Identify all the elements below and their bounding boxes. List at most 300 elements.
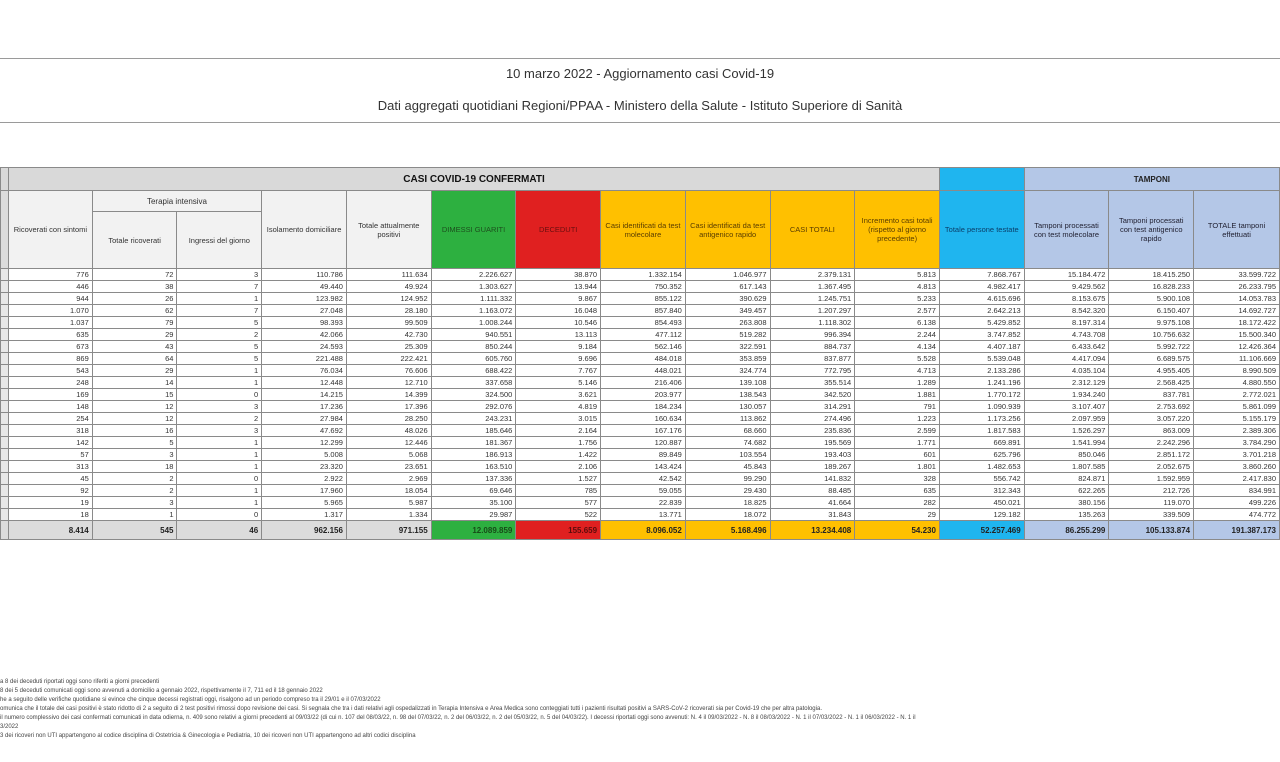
table-cell: 1 (177, 497, 262, 509)
table-cell: 855.122 (601, 293, 686, 305)
table-cell: 3.107.407 (1024, 401, 1109, 413)
table-cell: 1.241.196 (939, 377, 1024, 389)
table-cell: 1.008.244 (431, 317, 516, 329)
table-cell: 1.801 (855, 461, 940, 473)
table-cell: 6.138 (855, 317, 940, 329)
table-cell: 72 (92, 269, 177, 281)
table-cell: 98.393 (262, 317, 347, 329)
table-cell: 5.528 (855, 353, 940, 365)
table-cell: 14.692.727 (1194, 305, 1280, 317)
table-cell: 2.577 (855, 305, 940, 317)
table-row (1, 401, 1280, 413)
table-cell: 27.984 (262, 413, 347, 425)
table-cell: 8.542.320 (1024, 305, 1109, 317)
col-isolamento-domiciliare: Isolamento domiciliare (262, 191, 347, 269)
table-cell: 2 (177, 413, 262, 425)
table-cell: 25.309 (346, 341, 431, 353)
table-cell: 355.514 (770, 377, 855, 389)
table-cell: 3.015 (516, 413, 601, 425)
totals-cell: 46 (177, 521, 262, 540)
table-cell: 17.236 (262, 401, 347, 413)
totals-row (1, 521, 1280, 540)
footnote-line: 3 dei ricoveri non UTI appartengono al codice disciplina di Ostetricia & Ginecologia e Pediatria, 10 dei ricoveri non UTI appartengono ad altri codici disciplina (0, 733, 416, 739)
table-cell: 26 (92, 293, 177, 305)
table-row (1, 329, 1280, 341)
table-cell: 869 (9, 353, 93, 365)
table-cell: 79 (92, 317, 177, 329)
row-marker (1, 473, 9, 485)
table-cell: 119.070 (1109, 497, 1194, 509)
table-cell: 282 (855, 497, 940, 509)
table-cell: 29 (92, 365, 177, 377)
table-cell: 3.747.852 (939, 329, 1024, 341)
table-cell: 1.334 (346, 509, 431, 521)
covid-data-table (0, 167, 1280, 540)
table-cell: 5 (177, 341, 262, 353)
table-cell: 850.046 (1024, 449, 1109, 461)
table-cell: 138.543 (685, 389, 770, 401)
table-cell: 2.244 (855, 329, 940, 341)
table-cell: 89.849 (601, 449, 686, 461)
row-marker (1, 317, 9, 329)
table-cell: 49.924 (346, 281, 431, 293)
table-cell: 1.541.994 (1024, 437, 1109, 449)
col-ingressi-del-giorno: Ingressi del giorno (177, 212, 262, 269)
table-cell: 750.352 (601, 281, 686, 293)
table-cell: 13.113 (516, 329, 601, 341)
table-cell: 42.066 (262, 329, 347, 341)
table-cell: 47.692 (262, 425, 347, 437)
table-cell: 337.658 (431, 377, 516, 389)
row-marker (1, 293, 9, 305)
table-cell: 772.795 (770, 365, 855, 377)
table-cell: 318 (9, 425, 93, 437)
table-cell: 76.606 (346, 365, 431, 377)
table-cell: 2.851.172 (1109, 449, 1194, 461)
table-cell: 1.770.172 (939, 389, 1024, 401)
totals-cell: 12.089.859 (431, 521, 516, 540)
table-cell: 33.599.722 (1194, 269, 1280, 281)
table-cell: 499.226 (1194, 497, 1280, 509)
table-cell: 5.233 (855, 293, 940, 305)
table-cell: 2.226.627 (431, 269, 516, 281)
table-cell: 484.018 (601, 353, 686, 365)
table-cell: 2.599 (855, 425, 940, 437)
row-marker (1, 365, 9, 377)
table-cell: 4.713 (855, 365, 940, 377)
table-cell: 5.146 (516, 377, 601, 389)
table-cell: 120.887 (601, 437, 686, 449)
table-cell: 353.859 (685, 353, 770, 365)
table-cell: 254 (9, 413, 93, 425)
table-row (1, 341, 1280, 353)
table-cell: 15.184.472 (1024, 269, 1109, 281)
table-cell: 342.520 (770, 389, 855, 401)
row-marker (1, 449, 9, 461)
footnote-line: omunica che il totale dei casi positivi è stato ridotto di 2 a seguito di 2 test positivi rimossi dopo revisione dei casi. Si segnala che tra i dati relativi agli ospedalizzati in Terapia Intensiva e Area Medica sono conteggiati tutti i pazienti risultati positivi a SARS-CoV-2 ricoverati sia per Covid-19 che per altra patologia. (0, 706, 822, 712)
totals-cell: 155.659 (516, 521, 601, 540)
table-cell: 1.817.583 (939, 425, 1024, 437)
table-row (1, 509, 1280, 521)
table-cell: 1.090.939 (939, 401, 1024, 413)
totals-cell: 13.234.408 (770, 521, 855, 540)
table-cell: 349.457 (685, 305, 770, 317)
totals-marker (1, 521, 9, 540)
table-cell: 3 (177, 401, 262, 413)
table-cell: 4.134 (855, 341, 940, 353)
row-label-header (1, 191, 9, 269)
table-cell: 18 (92, 461, 177, 473)
table-cell: 688.422 (431, 365, 516, 377)
table-cell: 863.009 (1109, 425, 1194, 437)
table-cell: 29 (855, 509, 940, 521)
footnotes (0, 678, 1280, 741)
table-cell: 1 (177, 437, 262, 449)
table-cell: 235.836 (770, 425, 855, 437)
table-row (1, 461, 1280, 473)
table-cell: 15 (92, 389, 177, 401)
table-cell: 577 (516, 497, 601, 509)
table-cell: 163.510 (431, 461, 516, 473)
table-cell: 0 (177, 473, 262, 485)
table-cell: 1 (92, 509, 177, 521)
table-cell: 16.048 (516, 305, 601, 317)
col-tamponi-molecolare: Tamponi processati con test molecolare (1024, 191, 1109, 269)
table-cell: 11.106.669 (1194, 353, 1280, 365)
table-cell: 189.267 (770, 461, 855, 473)
table-cell: 45 (9, 473, 93, 485)
table-cell: 9.867 (516, 293, 601, 305)
table-cell: 12.426.364 (1194, 341, 1280, 353)
table-cell: 1 (177, 449, 262, 461)
table-cell: 5 (177, 317, 262, 329)
table-cell: 13.771 (601, 509, 686, 521)
table-cell: 38 (92, 281, 177, 293)
table-cell: 313 (9, 461, 93, 473)
table-cell: 1 (177, 461, 262, 473)
table-cell: 791 (855, 401, 940, 413)
table-cell: 605.760 (431, 353, 516, 365)
table-cell: 123.982 (262, 293, 347, 305)
table-cell: 1.118.302 (770, 317, 855, 329)
table-cell: 1.207.297 (770, 305, 855, 317)
table-cell: 635 (9, 329, 93, 341)
table-cell: 2 (92, 473, 177, 485)
table-cell: 328 (855, 473, 940, 485)
table-cell: 203.977 (601, 389, 686, 401)
table-cell: 324.500 (431, 389, 516, 401)
table-cell: 19 (9, 497, 93, 509)
table-cell: 4.813 (855, 281, 940, 293)
band-spacer (1, 168, 9, 191)
table-cell: 622.265 (1024, 485, 1109, 497)
table-cell: 5.008 (262, 449, 347, 461)
table-cell: 186.913 (431, 449, 516, 461)
table-cell: 2.417.830 (1194, 473, 1280, 485)
table-cell: 4.407.187 (939, 341, 1024, 353)
row-marker (1, 485, 9, 497)
table-cell: 1.245.751 (770, 293, 855, 305)
col-totale-tamponi: TOTALE tamponi effettuati (1194, 191, 1280, 269)
col-totale-attualmente-positivi: Totale attualmente positivi (346, 191, 431, 269)
table-cell: 1.303.627 (431, 281, 516, 293)
table-cell: 5.987 (346, 497, 431, 509)
row-marker (1, 377, 9, 389)
table-cell: 129.182 (939, 509, 1024, 521)
table-cell: 2.568.425 (1109, 377, 1194, 389)
table-row (1, 413, 1280, 425)
col-casi-test-molecolare: Casi identificati da test molecolare (601, 191, 686, 269)
table-cell: 13.944 (516, 281, 601, 293)
header-rule (0, 122, 1280, 123)
table-cell: 1.173.256 (939, 413, 1024, 425)
table-cell: 14 (92, 377, 177, 389)
table-cell: 3 (177, 269, 262, 281)
table-cell: 617.143 (685, 281, 770, 293)
row-marker (1, 413, 9, 425)
table-cell: 18 (9, 509, 93, 521)
table-cell: 2.772.021 (1194, 389, 1280, 401)
table-cell: 27.048 (262, 305, 347, 317)
table-cell: 110.786 (262, 269, 347, 281)
table-cell: 5.539.048 (939, 353, 1024, 365)
table-cell: 1.934.240 (1024, 389, 1109, 401)
table-cell: 824.871 (1024, 473, 1109, 485)
table-row (1, 389, 1280, 401)
table-cell: 12 (92, 413, 177, 425)
table-cell: 1.046.977 (685, 269, 770, 281)
table-cell: 4.982.417 (939, 281, 1024, 293)
table-cell: 446 (9, 281, 93, 293)
table-cell: 322.591 (685, 341, 770, 353)
table-cell: 28.180 (346, 305, 431, 317)
table-cell: 292.076 (431, 401, 516, 413)
table-cell: 139.108 (685, 377, 770, 389)
table-cell: 785 (516, 485, 601, 497)
table-cell: 850.244 (431, 341, 516, 353)
table-cell: 1.526.297 (1024, 425, 1109, 437)
table-cell: 1.756 (516, 437, 601, 449)
table-cell: 5.965 (262, 497, 347, 509)
col-casi-test-antigenico: Casi identificati da test antigenico rapido (685, 191, 770, 269)
table-cell: 64 (92, 353, 177, 365)
table-cell: 167.176 (601, 425, 686, 437)
table-cell: 2.753.692 (1109, 401, 1194, 413)
table-cell: 996.394 (770, 329, 855, 341)
table-cell: 43 (92, 341, 177, 353)
table-cell: 14.215 (262, 389, 347, 401)
totals-cell: 962.156 (262, 521, 347, 540)
table-cell: 18.172.422 (1194, 317, 1280, 329)
table-cell: 99.509 (346, 317, 431, 329)
table-cell: 3 (92, 497, 177, 509)
table-cell: 7 (177, 281, 262, 293)
table-cell: 193.403 (770, 449, 855, 461)
table-cell: 5.155.179 (1194, 413, 1280, 425)
table-cell: 2.389.306 (1194, 425, 1280, 437)
table-cell: 181.367 (431, 437, 516, 449)
table-cell: 448.021 (601, 365, 686, 377)
table-cell: 8.197.314 (1024, 317, 1109, 329)
table-cell: 99.290 (685, 473, 770, 485)
table-cell: 3.621 (516, 389, 601, 401)
row-marker (1, 401, 9, 413)
table-cell: 4.417.094 (1024, 353, 1109, 365)
table-cell: 522 (516, 509, 601, 521)
table-cell: 243.231 (431, 413, 516, 425)
table-cell: 5 (92, 437, 177, 449)
table-cell: 3 (92, 449, 177, 461)
row-marker (1, 461, 9, 473)
table-cell: 18.054 (346, 485, 431, 497)
table-cell: 18.072 (685, 509, 770, 521)
table-cell: 263.808 (685, 317, 770, 329)
report-title: 10 marzo 2022 - Aggiornamento casi Covid-19 (505, 66, 775, 81)
row-marker (1, 329, 9, 341)
table-cell: 137.336 (431, 473, 516, 485)
table-cell: 49.440 (262, 281, 347, 293)
table-row (1, 317, 1280, 329)
totals-cell: 52.257.469 (939, 521, 1024, 540)
table-cell: 8.153.675 (1024, 293, 1109, 305)
table-cell: 5.813 (855, 269, 940, 281)
table-cell: 124.952 (346, 293, 431, 305)
table-cell: 2.922 (262, 473, 347, 485)
table-cell: 1.163.072 (431, 305, 516, 317)
table-cell: 324.774 (685, 365, 770, 377)
band-persone-testate (939, 168, 1024, 191)
table-cell: 2.164 (516, 425, 601, 437)
table-cell: 74.682 (685, 437, 770, 449)
table-cell: 2.052.675 (1109, 461, 1194, 473)
footnote-line: he a seguito delle verifiche quotidiane si evince che cinque decessi registrati oggi, risalgono ad un periodo compreso tra il 29/01 e il 07/03/2022 (0, 697, 381, 703)
table-cell: 3.701.218 (1194, 449, 1280, 461)
table-cell: 1.037 (9, 317, 93, 329)
table-cell: 12.299 (262, 437, 347, 449)
band-tamponi: TAMPONI (1024, 168, 1279, 191)
table-cell: 222.421 (346, 353, 431, 365)
table-cell: 12 (92, 401, 177, 413)
totals-cell: 5.168.496 (685, 521, 770, 540)
table-cell: 7 (177, 305, 262, 317)
table-cell: 3 (177, 425, 262, 437)
col-tamponi-antigenico: Tamponi processati con test antigenico rapido (1109, 191, 1194, 269)
totals-cell: 971.155 (346, 521, 431, 540)
table-cell: 669.891 (939, 437, 1024, 449)
table-cell: 1.422 (516, 449, 601, 461)
top-rule (0, 58, 1280, 59)
table-cell: 212.726 (1109, 485, 1194, 497)
table-cell: 29.430 (685, 485, 770, 497)
col-group-terapia-intensiva: Terapia intensiva (92, 191, 261, 212)
table-cell: 38.870 (516, 269, 601, 281)
col-dimessi-guariti: DIMESSI GUARITI (431, 191, 516, 269)
table-cell: 130.057 (685, 401, 770, 413)
table-cell: 23.651 (346, 461, 431, 473)
row-marker (1, 509, 9, 521)
table-cell: 26.233.795 (1194, 281, 1280, 293)
table-cell: 1.527 (516, 473, 601, 485)
table-cell: 10.546 (516, 317, 601, 329)
table-cell: 5.900.108 (1109, 293, 1194, 305)
totals-cell: 105.133.874 (1109, 521, 1194, 540)
table-cell: 6.150.407 (1109, 305, 1194, 317)
table-cell: 17.396 (346, 401, 431, 413)
table-cell: 111.634 (346, 269, 431, 281)
report-subtitle: Dati aggregati quotidiani Regioni/PPAA - Ministero della Salute - Istituto Superiore di Sanità (377, 98, 903, 113)
table-cell: 45.843 (685, 461, 770, 473)
table-cell: 8.990.509 (1194, 365, 1280, 377)
table-cell: 2.312.129 (1024, 377, 1109, 389)
table-cell: 1.332.154 (601, 269, 686, 281)
table-row (1, 497, 1280, 509)
table-cell: 4.035.104 (1024, 365, 1109, 377)
row-marker (1, 425, 9, 437)
table-cell: 135.263 (1024, 509, 1109, 521)
table-row (1, 473, 1280, 485)
table-cell: 9.184 (516, 341, 601, 353)
row-marker (1, 341, 9, 353)
table-cell: 148 (9, 401, 93, 413)
table-cell: 2.242.296 (1109, 437, 1194, 449)
table-cell: 5 (177, 353, 262, 365)
table-cell: 2.379.131 (770, 269, 855, 281)
table-cell: 1.367.495 (770, 281, 855, 293)
table-cell: 1.223 (855, 413, 940, 425)
table-cell: 3.057.220 (1109, 413, 1194, 425)
table-row (1, 377, 1280, 389)
table-cell: 940.551 (431, 329, 516, 341)
table-cell: 837.781 (1109, 389, 1194, 401)
totals-cell: 545 (92, 521, 177, 540)
table-cell: 69.646 (431, 485, 516, 497)
table-cell: 673 (9, 341, 93, 353)
footnote-line: 8 dei 5 deceduti comunicati oggi sono avvenuti a domicilio a gennaio 2022, rispettivamente il 7, 711 ed il 18 gennaio 2022 (0, 688, 323, 694)
table-cell: 7.767 (516, 365, 601, 377)
table-cell: 62 (92, 305, 177, 317)
table-cell: 18.825 (685, 497, 770, 509)
table-cell: 477.112 (601, 329, 686, 341)
table-cell: 160.634 (601, 413, 686, 425)
table-cell: 12.448 (262, 377, 347, 389)
table-cell: 2.097.959 (1024, 413, 1109, 425)
table-row (1, 437, 1280, 449)
table-cell: 601 (855, 449, 940, 461)
table-cell: 7.868.767 (939, 269, 1024, 281)
table-cell: 143.424 (601, 461, 686, 473)
totals-cell: 8.096.052 (601, 521, 686, 540)
table-cell: 22.839 (601, 497, 686, 509)
col-incremento-casi: Incremento casi totali (rispetto al giorno precedente) (855, 191, 940, 269)
table-cell: 1 (177, 365, 262, 377)
table-cell: 339.509 (1109, 509, 1194, 521)
table-cell: 625.796 (939, 449, 1024, 461)
table-cell: 103.554 (685, 449, 770, 461)
table-cell: 1.070 (9, 305, 93, 317)
table-cell: 5.068 (346, 449, 431, 461)
table-cell: 4.880.550 (1194, 377, 1280, 389)
table-cell: 41.664 (770, 497, 855, 509)
table-cell: 35.100 (431, 497, 516, 509)
table-cell: 1.807.585 (1024, 461, 1109, 473)
table-cell: 169 (9, 389, 93, 401)
table-cell: 380.156 (1024, 497, 1109, 509)
table-cell: 776 (9, 269, 93, 281)
table-cell: 274.496 (770, 413, 855, 425)
table-cell: 1.482.653 (939, 461, 1024, 473)
table-cell: 216.406 (601, 377, 686, 389)
table-row (1, 353, 1280, 365)
